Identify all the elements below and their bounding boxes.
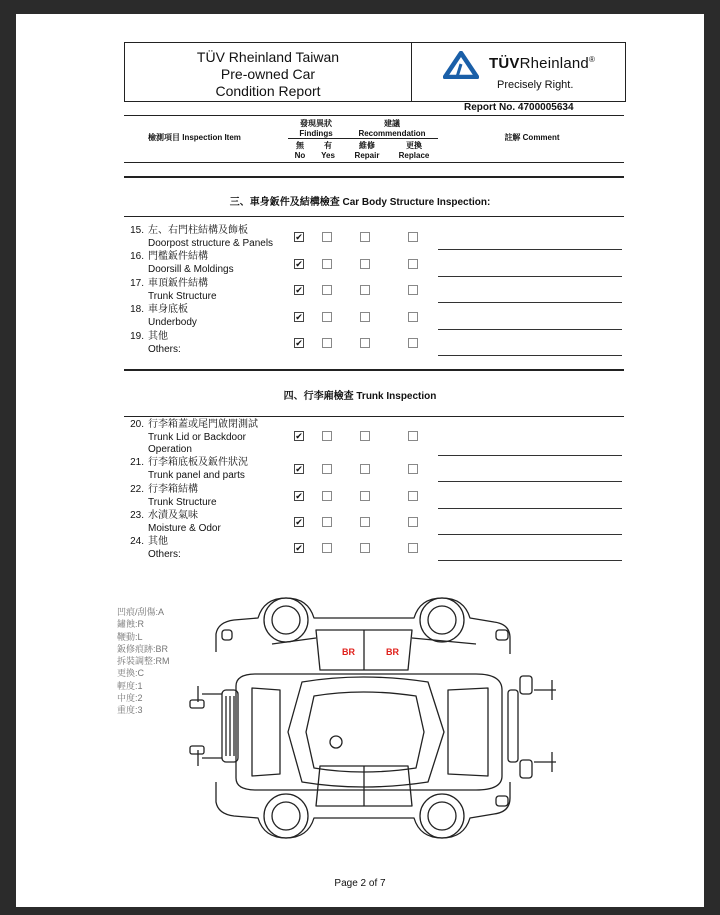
item-name-cn: 左、右門柱結構及飾板 (148, 225, 248, 236)
col-no-cn: 無 (296, 141, 304, 150)
item-number: 22. (130, 484, 144, 495)
comment-line[interactable] (438, 276, 622, 277)
col-replace-cn: 更換 (406, 141, 422, 150)
column-header-bottom-rule (124, 162, 624, 163)
item-number: 18. (130, 304, 144, 315)
comment-line[interactable] (438, 481, 622, 482)
logo-tagline: Precisely Right. (497, 79, 574, 91)
findings-no-checkbox[interactable]: ✔ (295, 259, 303, 269)
logo-bold: TÜV (489, 55, 520, 72)
item-number: 24. (130, 536, 144, 547)
comment-line[interactable] (438, 302, 622, 303)
replace-checkbox[interactable] (408, 232, 418, 242)
title-line-1: TÜV Rheinland Taiwan (196, 49, 340, 65)
findings-yes-checkbox[interactable] (322, 312, 332, 322)
damage-legend (117, 606, 170, 717)
item-number: 15. (130, 225, 144, 236)
col-repair-cn: 維修 (359, 141, 375, 150)
legend-item: 中度:2 (117, 693, 143, 704)
tuv-triangle-logo-icon (443, 51, 479, 79)
findings-yes-checkbox[interactable] (322, 517, 332, 527)
findings-no-checkbox[interactable]: ✔ (295, 464, 303, 474)
car-top-side-outline (216, 598, 510, 654)
item-name-en: Trunk Structure (148, 291, 217, 302)
section-3-top-rule (124, 176, 624, 178)
item-name-en: Doorsill & Moldings (148, 264, 234, 275)
item-number: 23. (130, 510, 144, 521)
item-name-en: Trunk Lid or Backdoor (148, 432, 247, 443)
header-divider (411, 43, 412, 101)
replace-checkbox[interactable] (408, 312, 418, 322)
column-header-top-rule (124, 115, 624, 116)
rear-panel (508, 690, 518, 762)
legend-item: 鈑修痕跡:BR (117, 643, 169, 654)
report-header (124, 42, 626, 102)
findings-no-checkbox[interactable]: ✔ (295, 517, 303, 527)
legend-item: 重度:3 (117, 705, 143, 716)
findings-yes-checkbox[interactable] (322, 464, 332, 474)
replace-checkbox[interactable] (408, 491, 418, 501)
car-cabin (288, 677, 444, 787)
item-name-cn: 車頂鈑件結構 (148, 278, 208, 289)
findings-yes-checkbox[interactable] (322, 259, 332, 269)
section-3-title: 三、車身鈑件及結構檢查 Car Body Structure Inspection: (229, 197, 491, 208)
findings-yes-checkbox[interactable] (322, 285, 332, 295)
title-line-2: Pre-owned Car (220, 66, 316, 82)
replace-checkbox[interactable] (408, 431, 418, 441)
legend-item: 凹痕/刮傷:A (117, 607, 165, 617)
replace-checkbox[interactable] (408, 517, 418, 527)
comment-line[interactable] (438, 355, 622, 356)
col-repair-en: Repair (354, 151, 380, 160)
col-comment: 註解 Comment (504, 133, 560, 142)
item-name-cn: 門檻鈑件結構 (148, 251, 208, 262)
repair-checkbox[interactable] (360, 259, 370, 269)
bottom-rear-wheel (420, 794, 464, 838)
comment-line[interactable] (438, 534, 622, 535)
col-rec-en: Recommendation (358, 129, 426, 138)
section-4-title: 四、行李廂檢查 Trunk Inspection (283, 391, 437, 402)
repair-checkbox[interactable] (360, 517, 370, 527)
bottom-front-wheel (264, 794, 308, 838)
findings-yes-checkbox[interactable] (322, 491, 332, 501)
comment-line[interactable] (438, 508, 622, 509)
findings-yes-checkbox[interactable] (322, 543, 332, 553)
col-findings-cn: 發現異狀 (300, 119, 332, 128)
comment-line[interactable] (438, 249, 622, 250)
legend-item: 鞭動:L (117, 631, 143, 642)
findings-no-checkbox[interactable]: ✔ (295, 285, 303, 295)
report-page (16, 14, 704, 907)
col-yes-en: Yes (321, 151, 335, 160)
legend-item: 拆裝調整:RM (117, 656, 170, 667)
comment-line[interactable] (438, 455, 622, 456)
section-3-title-rule (124, 216, 624, 217)
legend-item: 鏽蝕:R (117, 619, 145, 630)
item-name-cn: 其他 (148, 536, 168, 547)
findings-no-checkbox[interactable]: ✔ (295, 491, 303, 501)
top-rear-wheel (420, 598, 464, 642)
item-name-en: Underbody (148, 317, 197, 328)
item-name-cn: 其他 (148, 331, 168, 342)
item-name-cn: 行李箱底板及鈑件狀況 (148, 457, 248, 468)
report-number: Report No. 4700005634 (464, 102, 574, 113)
diagram-mark-br-1: BR (342, 647, 355, 657)
item-number: 19. (130, 331, 144, 342)
rear-bumper (534, 680, 556, 772)
repair-checkbox[interactable] (360, 312, 370, 322)
replace-checkbox[interactable] (408, 543, 418, 553)
item-name-en-cont: Operation (148, 444, 192, 455)
item-name-en: Moisture & Odor (148, 523, 221, 534)
col-findings-en: Findings (299, 129, 333, 138)
car-hood (252, 688, 280, 776)
repair-checkbox[interactable] (360, 464, 370, 474)
section-4-top-rule (124, 369, 624, 371)
findings-no-checkbox[interactable]: ✔ (295, 431, 303, 441)
report-title (125, 49, 411, 100)
item-number: 17. (130, 278, 144, 289)
col-yes-cn: 有 (324, 141, 332, 150)
title-line-3: Condition Report (215, 83, 321, 99)
legend-item: 輕度:1 (117, 680, 143, 691)
findings-no-checkbox[interactable]: ✔ (295, 338, 303, 348)
comment-line[interactable] (438, 329, 622, 330)
section-4-title-rule (124, 416, 624, 417)
item-name-cn: 行李箱結構 (148, 484, 198, 495)
repair-checkbox[interactable] (360, 232, 370, 242)
findings-no-checkbox[interactable]: ✔ (295, 543, 303, 553)
item-name-en: Others: (148, 344, 181, 355)
repair-checkbox[interactable] (360, 543, 370, 553)
findings-yes-checkbox[interactable] (322, 338, 332, 348)
replace-checkbox[interactable] (408, 259, 418, 269)
comment-line[interactable] (438, 560, 622, 561)
findings-yes-checkbox[interactable] (322, 232, 332, 242)
item-name-en: Others: (148, 549, 181, 560)
car-trunk (448, 688, 488, 776)
car-damage-diagram (176, 590, 556, 846)
item-name-en: Trunk panel and parts (148, 470, 245, 481)
column-subheader-rule (288, 138, 438, 139)
findings-yes-checkbox[interactable] (322, 431, 332, 441)
replace-checkbox[interactable] (408, 464, 418, 474)
col-rec-cn: 建議 (384, 119, 400, 128)
findings-no-checkbox[interactable]: ✔ (295, 312, 303, 322)
top-front-wheel (264, 598, 308, 642)
col-replace-en: Replace (398, 151, 430, 160)
repair-checkbox[interactable] (360, 338, 370, 348)
fuel-cap (330, 736, 342, 748)
repair-checkbox[interactable] (360, 491, 370, 501)
replace-checkbox[interactable] (408, 285, 418, 295)
repair-checkbox[interactable] (360, 431, 370, 441)
col-no-en: No (294, 151, 306, 160)
item-name-cn: 車身底板 (148, 304, 188, 315)
findings-no-checkbox[interactable]: ✔ (295, 232, 303, 242)
logo-reg: ® (588, 55, 596, 64)
logo-light: Rheinland (519, 55, 589, 72)
repair-checkbox[interactable] (360, 285, 370, 295)
item-name-cn: 行李箱蓋或尾門啟閉測試 (148, 419, 258, 430)
replace-checkbox[interactable] (408, 338, 418, 348)
item-number: 21. (130, 457, 144, 468)
item-name-cn: 水漬及氣味 (148, 510, 198, 521)
diagram-mark-br-2: BR (386, 647, 399, 657)
item-name-en: Doorpost structure & Panels (148, 238, 274, 249)
item-number: 20. (130, 419, 144, 430)
car-roof (306, 692, 424, 772)
item-number: 16. (130, 251, 144, 262)
logo-wordmark (489, 55, 595, 72)
page-footer: Page 2 of 7 (334, 878, 386, 889)
item-name-en: Trunk Structure (148, 497, 217, 508)
legend-item: 更換:C (117, 668, 145, 679)
col-inspection-item: 檢測項目 Inspection Item (148, 133, 241, 142)
